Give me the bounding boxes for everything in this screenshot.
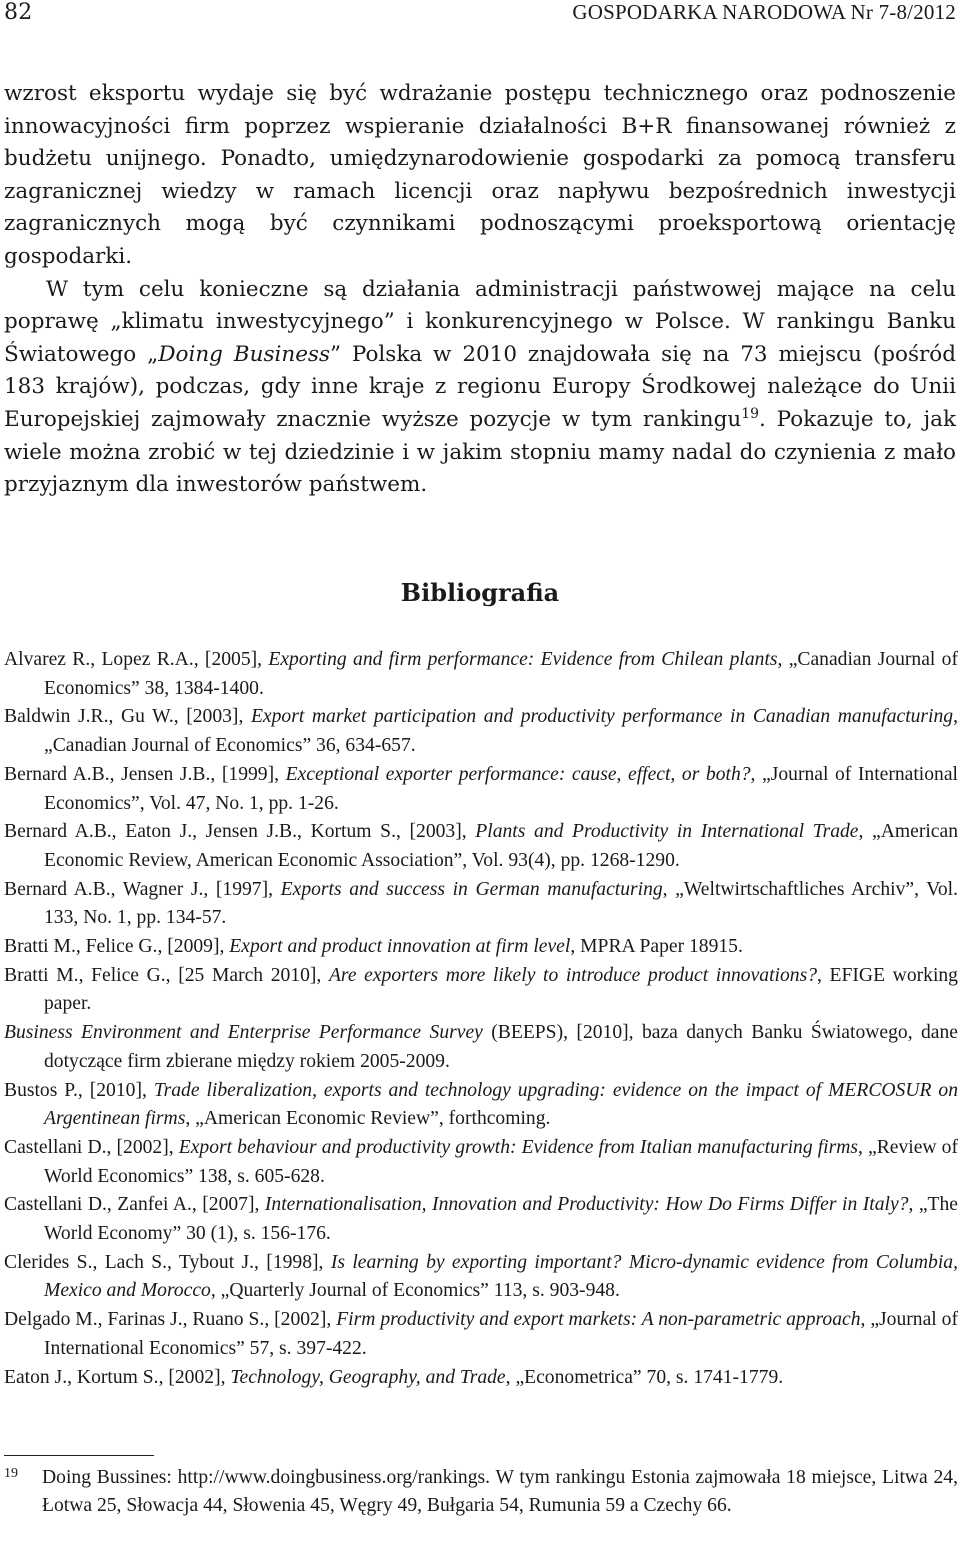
entry-source: , „Journal of International Economics”, Vol. 47, No. 1, pp. 1-26. [44, 763, 958, 814]
entry-authors: Bustos P., [2010], [4, 1079, 154, 1101]
entry-source: , „American Economic Review, American Economic Association”, Vol. 93(4), pp. 1268-1290. [44, 821, 958, 871]
paragraph-2-part-1: W tym celu konieczne są działania administracji państwowej mające na celu poprawę „klimatu inwestycyjnego” i konkurencyjnego w Polsce. W rankingu Banku Światowego „ [4, 276, 956, 367]
entry-title: Exceptional exporter performance: cause, effect, or both? [285, 763, 751, 785]
entry-authors: Bratti M., Felice G., [2009], [4, 936, 230, 958]
page-number: 82 [4, 0, 33, 25]
bibliography-entry [4, 818, 958, 875]
bibliography-entry [4, 1191, 958, 1248]
bibliography-entry [4, 1019, 958, 1076]
entry-title: Export and product innovation at firm level [229, 936, 571, 958]
bibliography-entry [4, 876, 958, 933]
bibliography-entry [4, 1077, 958, 1134]
entry-source: , „Canadian Journal of Economics” 36, 634-657. [44, 706, 959, 757]
entry-source: , „Canadian Journal of Economics” 38, 1384-1400. [44, 649, 958, 699]
bibliography-entry [4, 962, 958, 1019]
entry-title: Are exporters more likely to introduce product innovations? [328, 964, 817, 986]
paragraph-2-part-2: ” Polska w 2010 znajdowała się na 73 miejscu (pośród 183 krajów), podczas, gdy inne kraje z regionu Europy Środkowej należące do Unii Europejskiej zajmowały znacznie wyższe pozycje w tym rankingu [4, 341, 957, 432]
entry-title: Firm productivity and export markets: A non-parametric approach [336, 1309, 861, 1331]
entry-source: , MPRA Paper 18915. [570, 936, 743, 958]
entry-title: Plants and Productivity in International Trade [475, 821, 859, 843]
entry-source: (BEEPS), [2010], baza danych Banku Światowego, dane dotyczące firm zbierane między rokiem 2005-2009. [44, 1022, 958, 1072]
footnote-reference[interactable]: 19 [741, 405, 760, 422]
bibliography-entry [4, 646, 958, 703]
entry-title: Business Environment and Enterprise Performance Survey [4, 1022, 483, 1044]
journal-title: GOSPODARKA NARODOWA Nr 7-8/2012 [572, 0, 956, 24]
bibliography-entry [4, 1134, 958, 1191]
bibliography-list [4, 646, 958, 1392]
entry-title: Trade liberalization, exports and technology upgrading: evidence on the impact of MERCOSUR on Argentinean firms [44, 1079, 958, 1130]
bibliography-entry [4, 1249, 958, 1306]
entry-authors: Bernard A.B., Jensen J.B., [1999], [4, 763, 286, 785]
bibliography-heading: Bibliografia [400, 578, 560, 607]
bibliography-entry [4, 1306, 958, 1363]
entry-authors: Bernard A.B., Eaton J., Jensen J.B., Kortum S., [2003], [4, 821, 476, 843]
entry-title: Export market participation and productivity performance in Canadian manufacturing [250, 706, 954, 728]
entry-source: , „The World Economy” 30 (1), s. 156-176. [44, 1194, 958, 1245]
entry-source: , „Journal of International Economics” 57, s. 397-422. [44, 1309, 958, 1359]
entry-title: Exporting and firm performance: Evidence from Chilean plants [268, 649, 778, 670]
entry-authors: Castellani D., [2002], [4, 1136, 179, 1158]
entry-source: , EFIGE working paper. [44, 964, 958, 1015]
bibliography-entry [4, 933, 958, 962]
entry-source: , „Quarterly Journal of Economics” 113, s. 903-948. [210, 1280, 620, 1302]
main-text [4, 78, 956, 502]
paragraph-2-part-3: . Pokazuje to, jak wiele można zrobić w tej dziedzinie i w jakim stopniu mamy nadal do czynienia z mało przyjaznym dla inwestorów państwem. [4, 406, 957, 498]
bibliography-entry [4, 1364, 958, 1393]
entry-source: , „Weltwirtschaftliches Archiv”, Vol. 133, No. 1, pp. 134-57. [44, 878, 958, 929]
footnote-number: 19 [4, 1466, 18, 1481]
bibliography-entry [4, 761, 958, 818]
entry-authors: Baldwin J.R., Gu W., [2003], [4, 706, 251, 728]
footnote-text: Doing Bussines: http://www.doingbusiness.org/rankings. W tym rankingu Estonia zajmowała 18 miejsce, Litwa 24, Łotwa 25, Słowacja 44, Słowenia 45, Węgry 49, Bułgaria 54, Rumunia 59 a Czechy 66. [42, 1467, 958, 1516]
entry-source: , „American Economic Review”, forthcoming. [185, 1108, 551, 1130]
paragraph-2 [4, 274, 956, 502]
entry-title: Technology, Geography, and Trade [230, 1366, 506, 1388]
entry-authors: Bernard A.B., Wagner J., [1997], [4, 878, 281, 900]
running-header [4, 0, 956, 30]
entry-authors: Delgado M., Farinas J., Ruano S., [2002], [4, 1309, 337, 1331]
entry-source: , „Econometrica” 70, s. 1741-1779. [505, 1366, 784, 1388]
entry-title: Export behaviour and productivity growth: Evidence from Italian manufacturing firms [178, 1136, 859, 1158]
entry-authors: Eaton J., Kortum S., [2002], [4, 1366, 231, 1388]
footnote-separator [4, 1455, 154, 1456]
entry-authors: Castellani D., Zanfei A., [2007], [4, 1194, 265, 1216]
entry-authors: Alvarez R., Lopez R.A., [2005], [4, 649, 269, 670]
footnote [4, 1464, 958, 1520]
entry-title: Exports and success in German manufacturing [280, 878, 663, 900]
doing-business-italic: Doing Business [158, 341, 331, 367]
entry-source: , „Review of World Economics” 138, s. 605-628. [44, 1136, 958, 1187]
entry-title: Internationalisation, Innovation and Productivity: How Do Firms Differ in Italy? [264, 1194, 909, 1216]
entry-authors: Bratti M., Felice G., [25 March 2010], [4, 964, 329, 986]
entry-authors: Clerides S., Lach S., Tybout J., [1998], [4, 1251, 331, 1273]
entry-title: Is learning by exporting important? Micro-dynamic evidence from Columbia, Mexico and Morocco [44, 1251, 958, 1302]
bibliography-entry [4, 703, 958, 760]
paragraph-1: wzrost eksportu wydaje się być wdrażanie postępu technicznego oraz podnoszenie innowacyjności firm poprzez wspieranie działalności B+R finansowanej również z budżetu unijnego. Ponadto, umiędzynarodowienie gospodarki za pomocą transferu zagranicznej wiedzy w ramach licencji oraz napływu bezpośrednich inwestycji zagranicznych mogą być czynnikami podnoszącymi proeksportową orientację gospodarki. [4, 81, 956, 269]
